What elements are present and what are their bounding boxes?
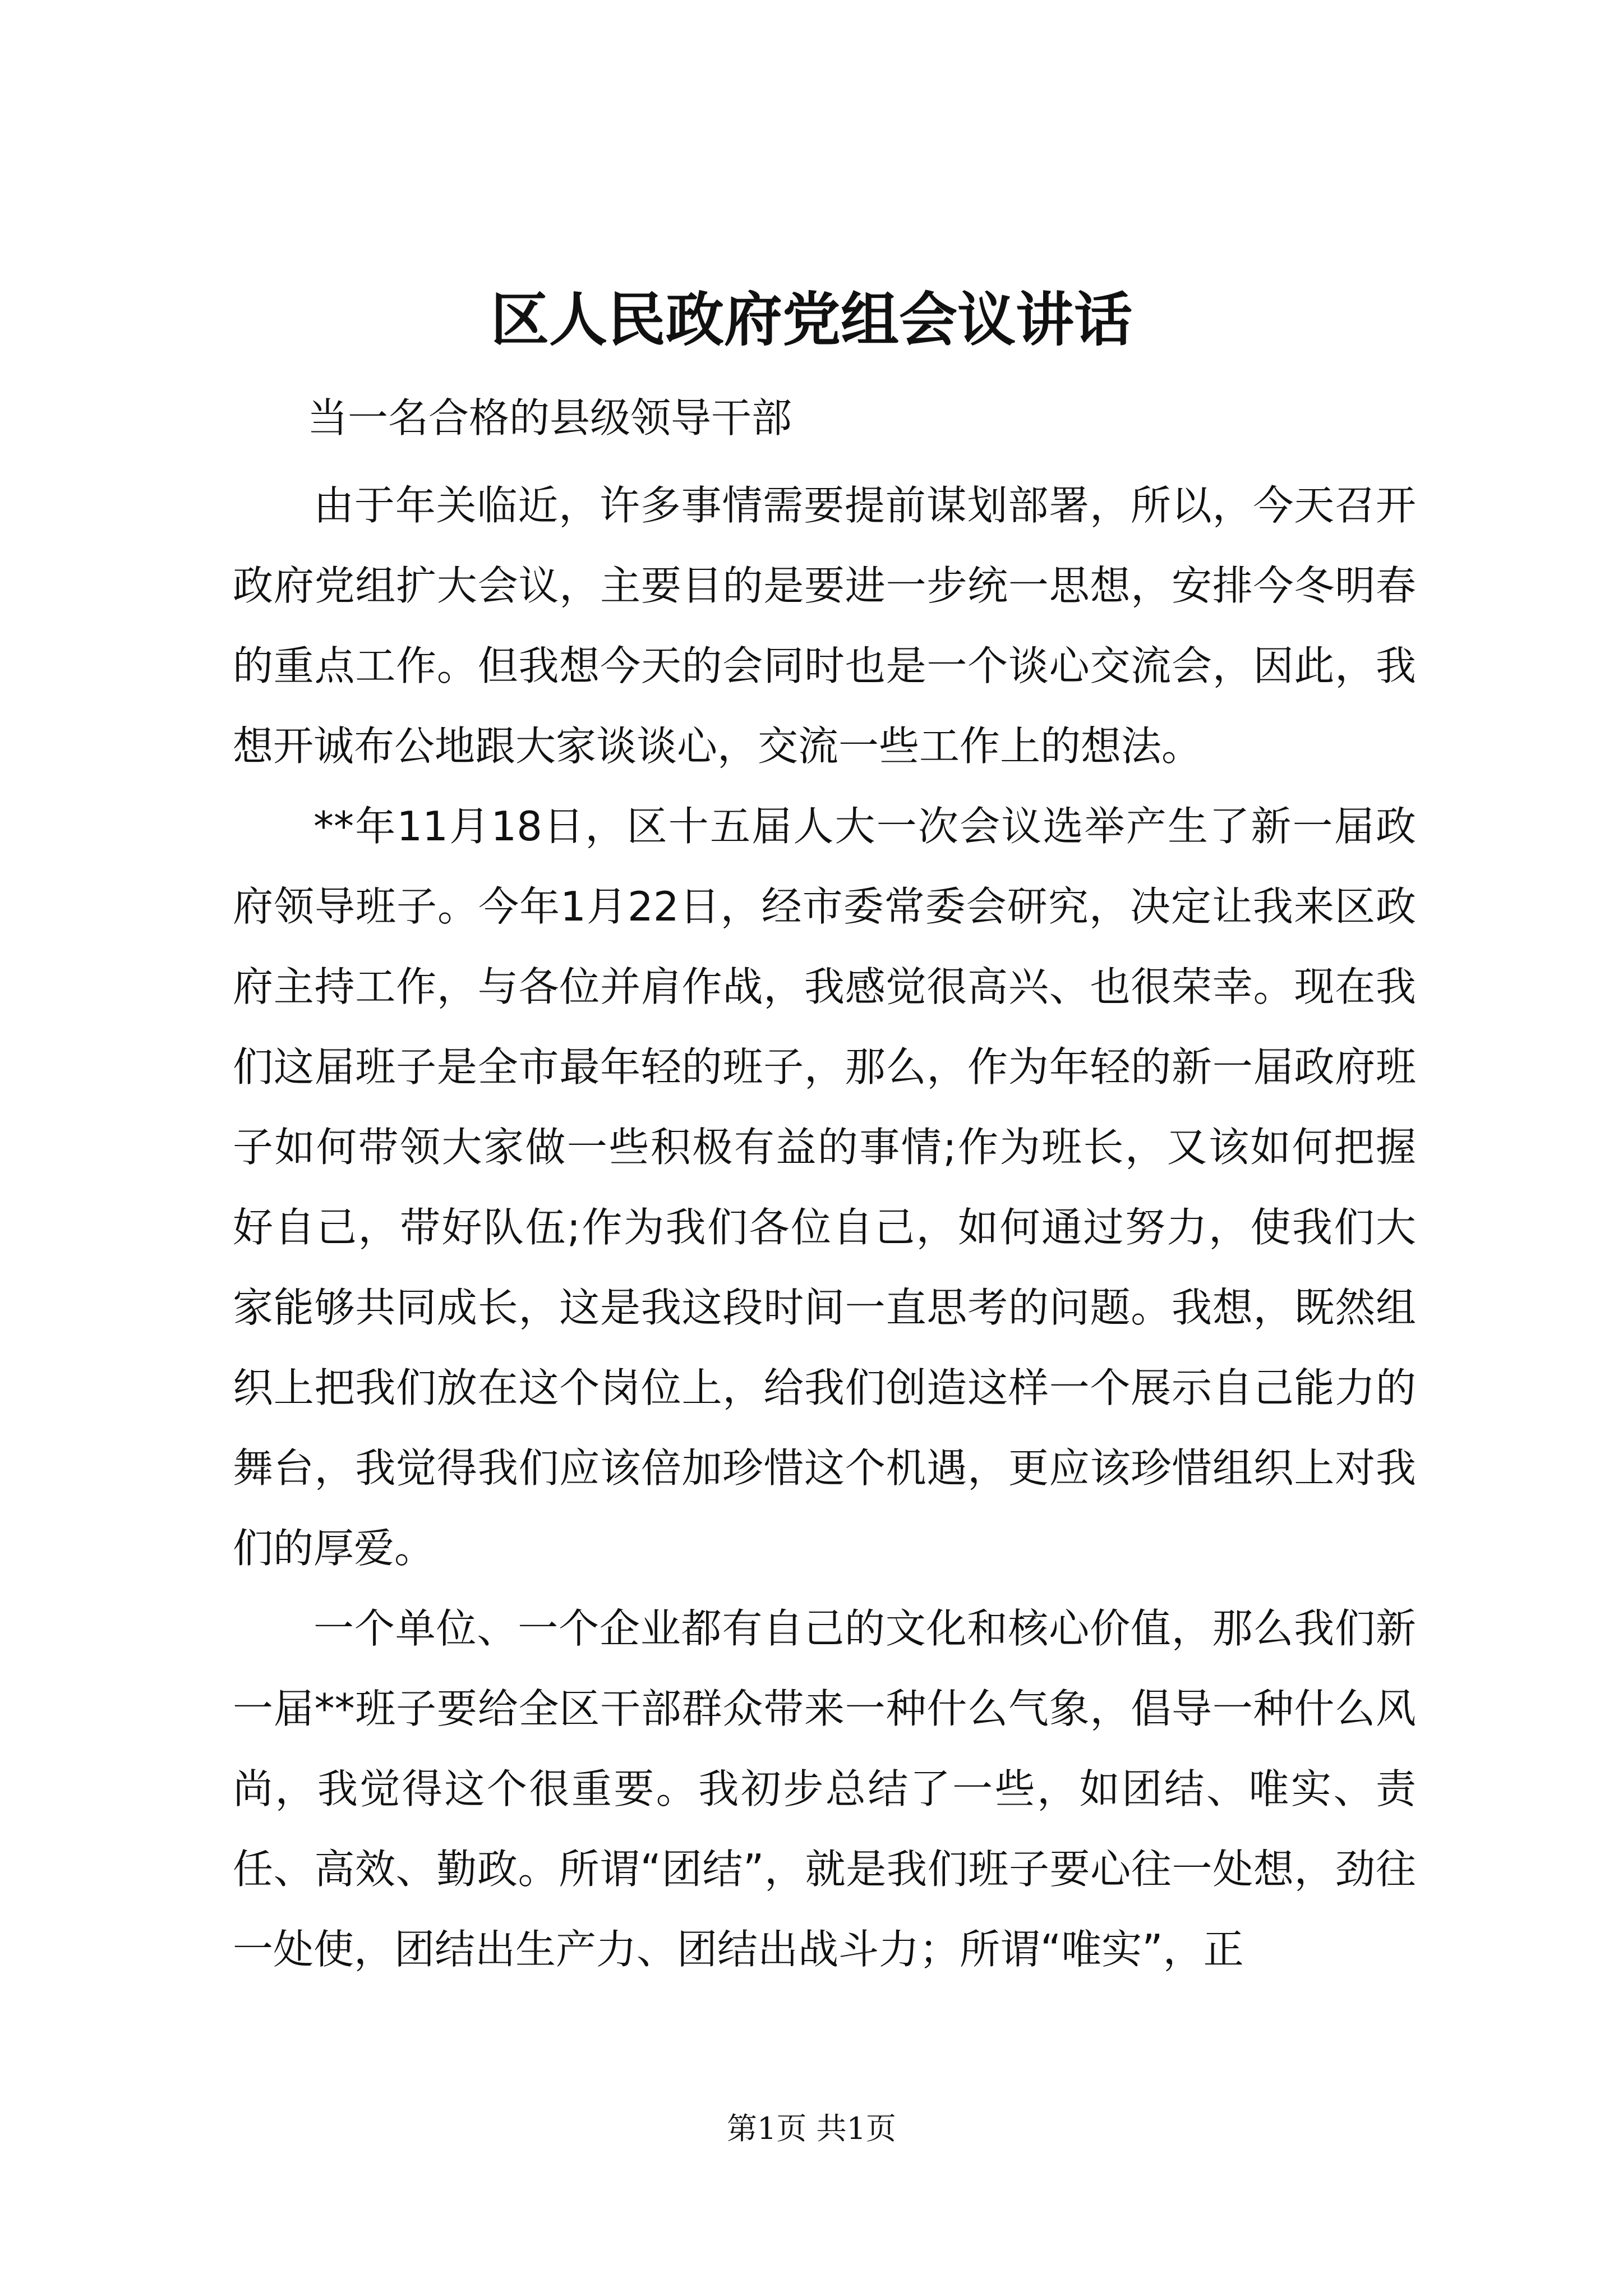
paragraph-2: **年11月18日，区十五届人大一次会议选举产生了新一届政府领导班子。今年1月22日，经市委常委会研究，决定让我来区政府主持工作，与各位并肩作战，我感觉很高兴、也很荣幸。现在我们这届班子是全市最年轻的班子，那么，作为年轻的新一届政府班子如何带领大家做一些积极有益的事情;作为班长，又该如何把握好自己，带好队伍;作为我们各位自己，如何通过努力，使我们大家能够共同成长，这是我这段时间一直思考的问题。我想，既然组织上把我们放在这个岗位上，给我们创造这样一个展示自己能力的舞台，我觉得我们应该倍加珍惜这个机遇，更应该珍惜组织上对我们的厚爱。 [233,803,1416,1572]
page-number-footer: 第1页 共1页 [727,2111,896,2146]
document-body [233,466,1416,1990]
paragraph-1: 由于年关临近，许多事情需要提前谋划部署，所以，今天召开政府党组扩大会议，主要目的是要进一步统一思想，安排今冬明春的重点工作。但我想今天的会同时也是一个谈心交流会，因此，我想开诚布公地跟大家谈谈心，交流一些工作上的想法。 [233,482,1416,770]
document-title: 区人民政府党组会议讲话 [490,285,1132,354]
paragraph-3: 一个单位、一个企业都有自己的文化和核心价值，那么我们新一届**班子要给全区干部群众带来一种什么气象，倡导一种什么风尚，我觉得这个很重要。我初步总结了一些，如团结、唯实、责任、高效、勤政。所谓“团结”，就是我们班子要心往一处想，劲往一处使，团结出生产力、团结出战斗力；所谓“唯实”，正 [233,1605,1416,1973]
document-subtitle: 当一名合格的县级领导干部 [307,394,792,441]
